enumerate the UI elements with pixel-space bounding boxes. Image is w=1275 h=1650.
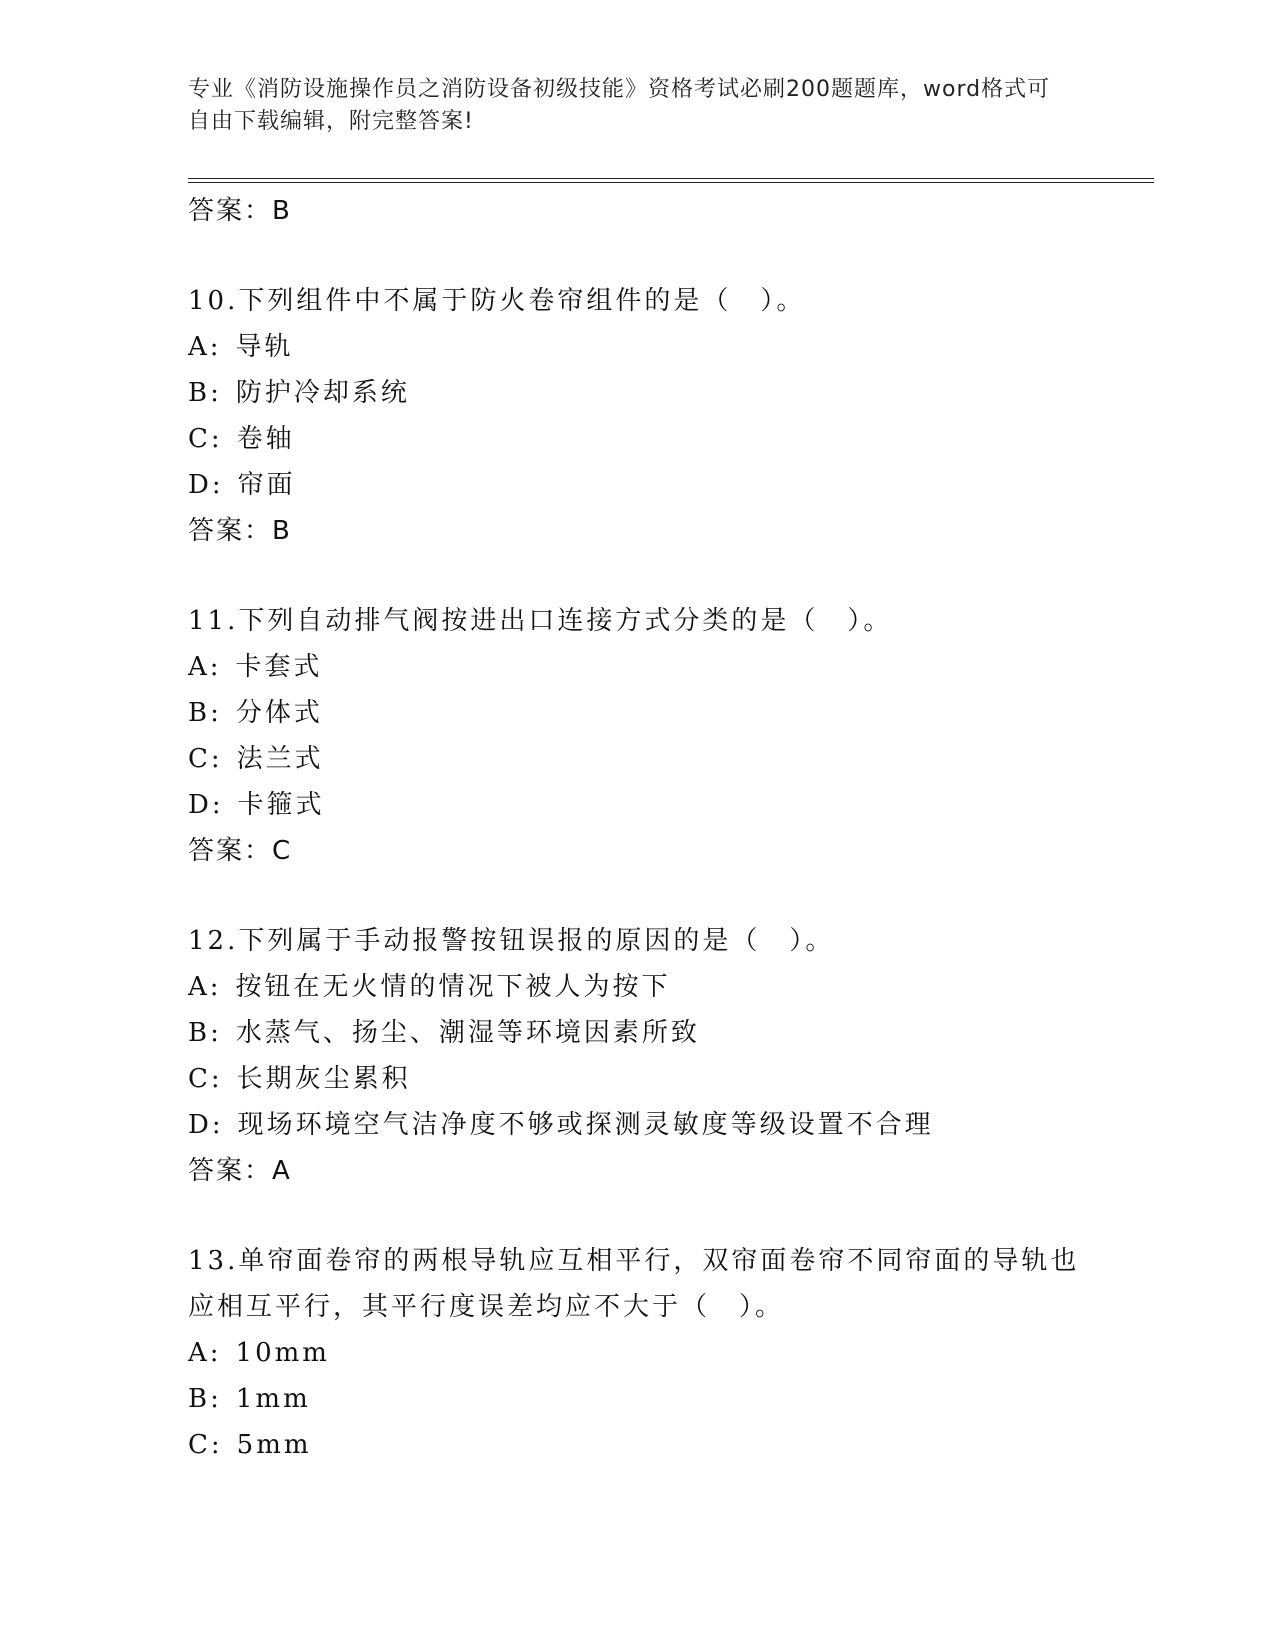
option-text: 导轨 [235, 332, 294, 362]
option-d [188, 1102, 1088, 1148]
option-text: 法兰式 [236, 744, 324, 774]
option-d [188, 462, 1088, 508]
option-c [188, 416, 1088, 462]
option-separator: : [211, 790, 224, 820]
question-body: 单帘面卷帘的两根导轨应互相平行，双帘面卷帘不同帘面的导轨也应相互平行，其平行度误差均应不大于（ ）。 [188, 1246, 1080, 1322]
option-a [188, 324, 1088, 370]
answer-value: A [272, 1156, 291, 1186]
option-separator: : [210, 744, 223, 774]
option-separator: : [210, 424, 223, 454]
question-spacer [188, 1194, 1088, 1238]
option-text: 分体式 [235, 698, 323, 728]
option-b [188, 1376, 1088, 1422]
option-text: 长期灰尘累积 [236, 1064, 411, 1094]
question-number: 11. [188, 606, 239, 636]
option-letter: A [188, 332, 210, 362]
option-text: 1mm [235, 1384, 311, 1414]
question-text [188, 598, 1088, 644]
option-c [188, 1422, 1088, 1468]
option-separator: : [209, 652, 222, 682]
option-b [188, 1010, 1088, 1056]
option-separator: : [209, 332, 222, 362]
option-letter: A [188, 652, 210, 682]
option-separator: : [209, 1338, 222, 1368]
option-separator: : [210, 1064, 223, 1094]
option-a [188, 644, 1088, 690]
option-letter: B [188, 1018, 211, 1048]
option-b [188, 690, 1088, 736]
question-body: 下列属于手动报警按钮误报的原因的是（ ）。 [238, 926, 835, 956]
question-spacer [188, 874, 1088, 918]
option-text: 水蒸气、扬尘、潮湿等环境因素所致 [235, 1018, 700, 1048]
option-letter: A [188, 972, 210, 1002]
option-text: 卡箍式 [237, 790, 325, 820]
option-c [188, 1056, 1088, 1102]
option-a [188, 964, 1088, 1010]
answer-line [188, 1148, 1088, 1194]
question-body: 下列自动排气阀按进出口连接方式分类的是（ ）。 [238, 606, 893, 636]
question-body: 下列组件中不属于防火卷帘组件的是（ ）。 [238, 286, 806, 316]
option-separator: : [209, 972, 222, 1002]
option-a [188, 1330, 1088, 1376]
question-spacer [188, 234, 1088, 278]
option-text: 防护冷却系统 [235, 378, 410, 408]
option-text: 卷轴 [236, 424, 295, 454]
option-letter: D [188, 470, 212, 500]
answer-value: B [272, 516, 291, 546]
answer-line [188, 188, 1088, 234]
option-c [188, 736, 1088, 782]
header-rule-top [188, 178, 1154, 179]
option-letter: B [188, 1384, 211, 1414]
option-text: 5mm [236, 1430, 312, 1460]
option-text: 10mm [235, 1338, 330, 1368]
question-list [188, 188, 1088, 1468]
option-text: 按钮在无火情的情况下被人为按下 [235, 972, 671, 1002]
question-text [188, 1238, 1088, 1330]
question-spacer [188, 554, 1088, 598]
option-separator: : [210, 1018, 222, 1048]
answer-label: 答案： [188, 836, 273, 866]
document-header: 专业《消防设施操作员之消防设备初级技能》资格考试必刷200题题库，word格式可自由下载编辑，附完整答案! [188, 77, 1051, 134]
option-text: 卡套式 [235, 652, 323, 682]
answer-value: C [272, 836, 292, 866]
option-d [188, 782, 1088, 828]
question-number: 13. [188, 1246, 239, 1276]
question-text [188, 918, 1088, 964]
answer-label: 答案： [188, 1156, 273, 1186]
option-letter: D [188, 790, 212, 820]
option-text: 现场环境空气洁净度不够或探测灵敏度等级设置不合理 [237, 1110, 934, 1140]
question-number: 10. [188, 286, 239, 316]
option-separator: : [211, 1110, 224, 1140]
option-letter: B [188, 698, 211, 728]
question-text [188, 278, 1088, 324]
option-letter: C [188, 1064, 211, 1094]
option-separator: : [210, 378, 222, 408]
option-separator: : [210, 698, 222, 728]
option-b [188, 370, 1088, 416]
answer-line [188, 508, 1088, 554]
header-rule-bottom [188, 182, 1154, 183]
option-letter: D [188, 1110, 212, 1140]
option-separator: : [210, 1430, 223, 1460]
option-letter: C [188, 744, 211, 774]
option-separator: : [211, 470, 224, 500]
option-separator: : [210, 1384, 222, 1414]
option-letter: B [188, 378, 211, 408]
answer-value: B [272, 196, 291, 226]
question-number: 12. [188, 926, 239, 956]
answer-label: 答案： [188, 196, 273, 226]
answer-label: 答案： [188, 516, 273, 546]
option-letter: C [188, 424, 211, 454]
option-letter: A [188, 1338, 210, 1368]
option-text: 帘面 [237, 470, 296, 500]
answer-line [188, 828, 1088, 874]
option-letter: C [188, 1430, 211, 1460]
